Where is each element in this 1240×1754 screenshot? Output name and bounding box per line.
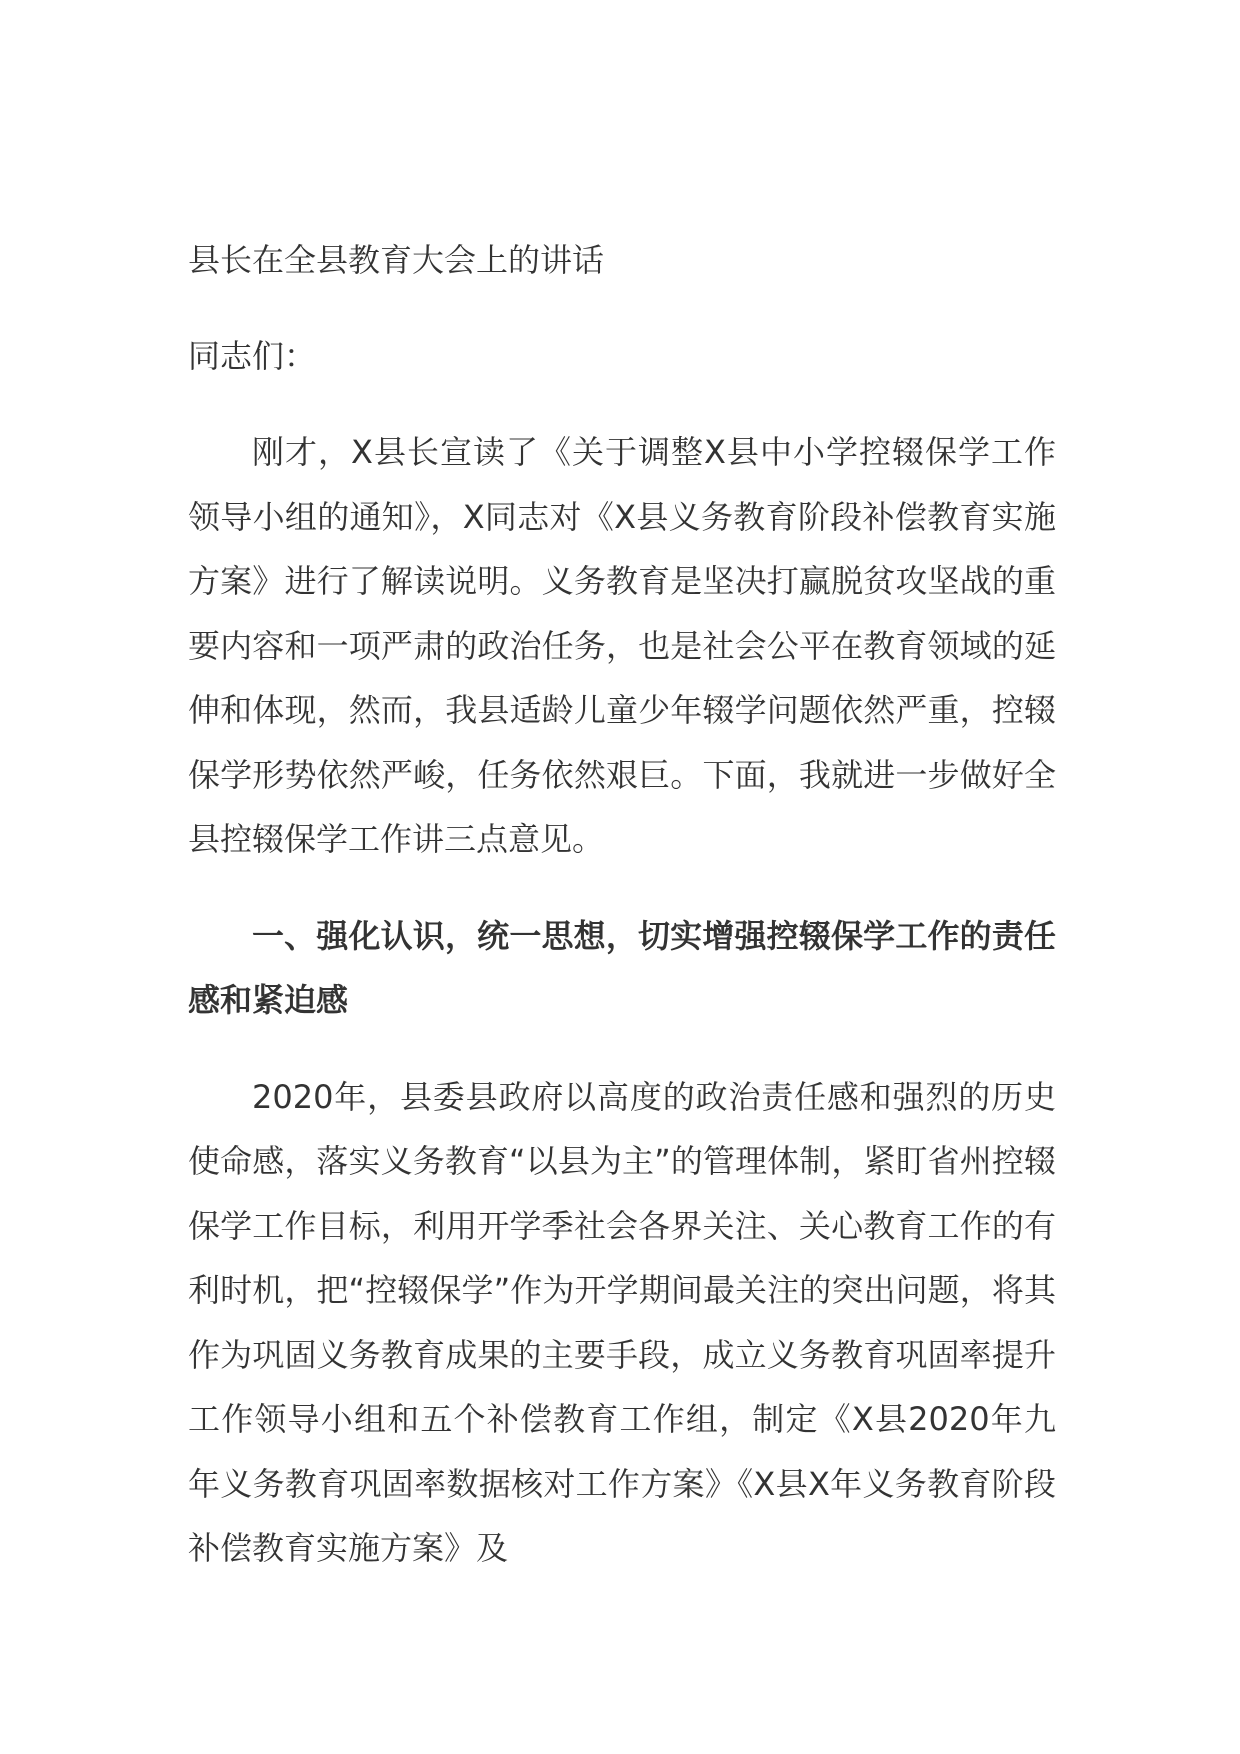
section-paragraph: 2020年，县委县政府以高度的政治责任感和强烈的历史使命感，落实义务教育“以县为主”的管理体制，紧盯省州控辍保学工作目标，利用开学季社会各界关注、关心教育工作的有利时机，把“控辍保学”作为开学期间最关注的突出问题，将其作为巩固义务教育成果的主要手段，成立义务教育巩固率提升工作领导小组和五个补偿教育工作组，制定《X县2020年九年义务教育巩固率数据核对工作方案》《X县X年义务教育阶段补偿教育实施方案》及	[188, 1077, 1056, 1567]
document-title: 县长在全县教育大会上的讲话	[188, 241, 605, 279]
salutation: 同志们：	[188, 337, 317, 375]
opening-paragraph: 刚才，X县长宣读了《关于调整X县中小学控辍保学工作领导小组的通知》，X同志对《X县义务教育阶段补偿教育实施方案》进行了解读说明。义务教育是坚决打赢脱贫攻坚战的重要内容和一项严肃的政治任务，也是社会公平在教育领域的延伸和体现，然而，我县适龄儿童少年辍学问题依然严重，控辍保学形势依然严峻，任务依然艰巨。下面，我就进一步做好全县控辍保学工作讲三点意见。	[188, 433, 1056, 858]
section-heading: 一、强化认识，统一思想，切实增强控辍保学工作的责任感和紧迫感	[188, 916, 1056, 1019]
document-body	[188, 228, 1056, 1613]
